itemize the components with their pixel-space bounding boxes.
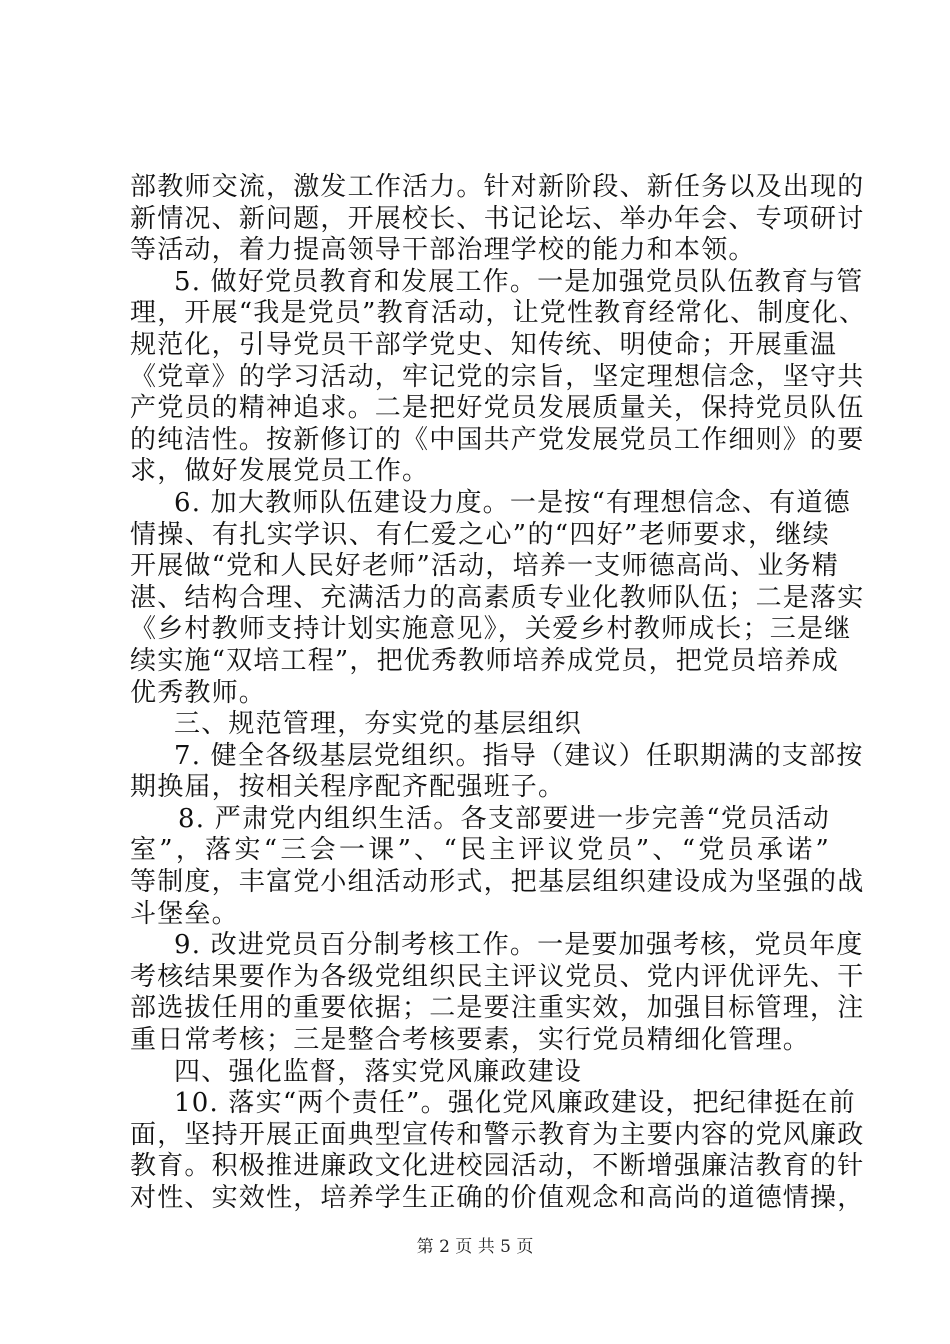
section-heading: 四、强化监督，落实党风廉政建设 <box>174 1056 583 1087</box>
text-line: 室”，落实“三会一课”、“民主评议党员”、“党员承诺” <box>130 835 830 866</box>
text-line: 斗堡垒。 <box>130 898 239 929</box>
text-line: 开展做“党和人民好老师”活动，培养一支师德高尚、业务精 <box>130 551 839 582</box>
paragraph-start-line: 5. 做好党员教育和发展工作。一是加强党员队伍教育与管 <box>174 266 864 297</box>
text-line: 部教师交流，激发工作活力。针对新阶段、新任务以及出现的 <box>130 172 865 202</box>
text-line: 等制度，丰富党小组活动形式，把基层组织建设成为坚强的战 <box>130 867 865 898</box>
text-line: 考核结果要作为各级党组织民主评议党员、党内评优评先、干 <box>130 961 865 992</box>
paragraph-start-line: 9. 改进党员百分制考核工作。一是要加强考核，党员年度 <box>174 930 864 961</box>
text-line: 《乡村教师支持计划实施意见》，关爱乡村教师成长；三是继 <box>130 614 852 645</box>
section-heading: 三、规范管理，夯实党的基层组织 <box>174 709 583 740</box>
text-line: 规范化，引导党员干部学党史、知传统、明使命；开展重温 <box>130 329 838 360</box>
text-line: 教育。积极推进廉政文化进校园活动，不断增强廉洁教育的针 <box>130 1151 865 1182</box>
text-line: 面，坚持开展正面典型宣传和警示教育为主要内容的党风廉政 <box>130 1119 865 1150</box>
text-line: 重日常考核；三是整合考核要素，实行党员精细化管理。 <box>130 1025 811 1056</box>
paragraph-start-line: 6. 加大教师队伍建设力度。一是按“有理想信念、有道德 <box>174 487 851 518</box>
paragraph-start-line: 10. 落实“两个责任”。强化党风廉政建设，把纪律挺在前 <box>174 1088 856 1119</box>
text-line: 情操、有扎实学识、有仁爱之心”的“四好”老师要求，继续 <box>130 519 830 550</box>
text-line: 理，开展“我是党员”教育活动，让党性教育经常化、制度化、 <box>130 298 867 329</box>
text-line: 对性、实效性，培养学生正确的价值观念和高尚的道德情操， <box>130 1183 865 1213</box>
paragraph-start-line: 7. 健全各级基层党组织。指导（建议）任职期满的支部按 <box>174 740 864 771</box>
text-line: 求，做好发展党员工作。 <box>130 456 430 487</box>
text-line: 产党员的精神追求。二是把好党员发展质量关，保持党员队伍 <box>130 393 865 424</box>
text-line: 优秀教师。 <box>130 677 267 708</box>
document-body <box>130 172 867 1215</box>
text-line: 新情况、新问题，开展校长、书记论坛、举办年会、专项研讨 <box>130 203 865 234</box>
text-line: 《党章》的学习活动，牢记党的宗旨，坚定理想信念，坚守共 <box>130 361 865 392</box>
text-line: 续实施“双培工程”，把优秀教师培养成党员，把党员培养成 <box>130 645 839 676</box>
text-line: 部选拔任用的重要依据；二是要注重实效，加强目标管理，注 <box>130 993 865 1024</box>
paragraph-start-line: 8. 严肃党内组织生活。各支部要进一步完善“党员活动 <box>178 803 830 834</box>
text-line: 湛、结构合理、充满活力的高素质专业化教师队伍；二是落实 <box>130 582 865 613</box>
page-number-footer: 第 2 页 共 5 页 <box>416 1237 534 1257</box>
text-line: 期换届，按相关程序配齐配强班子。 <box>130 772 566 803</box>
text-line: 等活动，着力提高领导干部治理学校的能力和本领。 <box>130 235 756 266</box>
text-line: 的纯洁性。按新修订的《中国共产党发展党员工作细则》的要 <box>130 424 865 455</box>
